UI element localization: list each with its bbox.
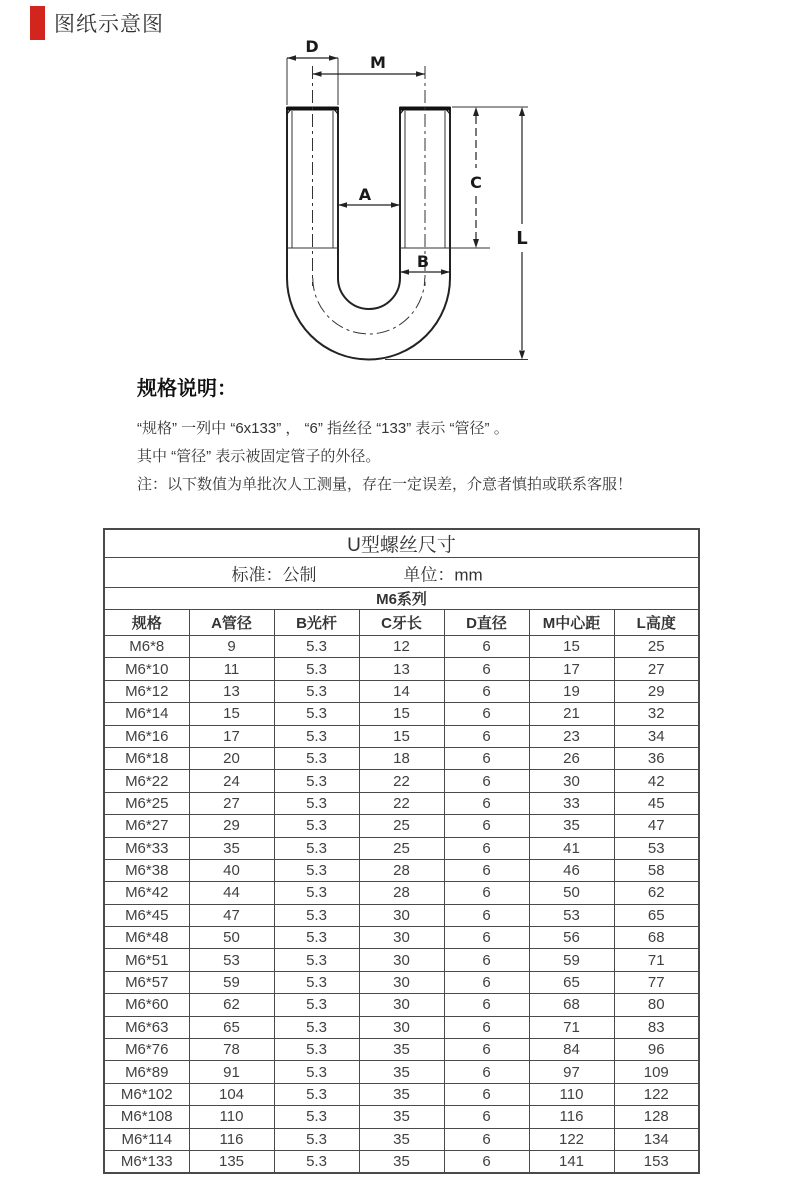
table-body [104,636,699,1173]
spec-cell: M6*8 [104,636,189,658]
spec-cell: M6*38 [104,859,189,881]
table-row [104,815,699,837]
ubolt-technical-drawing [250,28,540,378]
value-cell: 35 [359,1083,444,1105]
spec-cell: M6*45 [104,904,189,926]
value-cell: 6 [444,703,529,725]
dim-label-a: A [358,185,372,204]
table-row [104,725,699,747]
value-cell: 5.3 [274,837,359,859]
value-cell: 40 [189,859,274,881]
spec-cell: M6*60 [104,994,189,1016]
table-row [104,1128,699,1150]
value-cell: 5.3 [274,927,359,949]
value-cell: 5.3 [274,815,359,837]
value-cell: 14 [359,680,444,702]
value-cell: 19 [529,680,614,702]
value-cell: 30 [359,949,444,971]
value-cell: 35 [359,1061,444,1083]
value-cell: 128 [614,1106,699,1128]
spec-cell: M6*16 [104,725,189,747]
value-cell: 25 [614,636,699,658]
value-cell: 13 [189,680,274,702]
value-cell: 5.3 [274,703,359,725]
value-cell: 5.3 [274,1150,359,1172]
table-row [104,927,699,949]
value-cell: 23 [529,725,614,747]
value-cell: 32 [614,703,699,725]
value-cell: 68 [614,927,699,949]
spec-cell: M6*89 [104,1061,189,1083]
value-cell: 5.3 [274,904,359,926]
value-cell: 30 [529,770,614,792]
dim-label-c: C [470,173,482,192]
value-cell: 110 [529,1083,614,1105]
value-cell: 6 [444,1083,529,1105]
value-cell: 6 [444,1016,529,1038]
thread-lines [287,111,450,248]
dimension-arrows [287,55,528,359]
value-cell: 42 [614,770,699,792]
value-cell: 47 [614,815,699,837]
dimension-table [103,528,700,1174]
spec-cell: M6*102 [104,1083,189,1105]
table-row [104,859,699,881]
table-row [104,882,699,904]
value-cell: 5.3 [274,859,359,881]
value-cell: 59 [529,949,614,971]
spec-cell: M6*76 [104,1039,189,1061]
value-cell: 30 [359,994,444,1016]
value-cell: 29 [189,815,274,837]
value-cell: 22 [359,770,444,792]
spec-cell: M6*18 [104,747,189,769]
value-cell: 83 [614,1016,699,1038]
value-cell: 35 [189,837,274,859]
value-cell: 122 [614,1083,699,1105]
spec-cell: M6*14 [104,703,189,725]
value-cell: 35 [359,1128,444,1150]
value-cell: 15 [359,725,444,747]
spec-note [137,372,737,499]
value-cell: 6 [444,837,529,859]
value-cell: 5.3 [274,971,359,993]
value-cell: 18 [359,747,444,769]
value-cell: 84 [529,1039,614,1061]
value-cell: 44 [189,882,274,904]
spec-line-3: 注：以下数值为单批次人工测量，存在一定误差，介意者慎拍或联系客服！ [137,476,633,493]
value-cell: 91 [189,1061,274,1083]
section-heading [30,6,164,40]
table-title-row [104,529,699,558]
spec-cell: M6*114 [104,1128,189,1150]
value-cell: 6 [444,1039,529,1061]
spec-line-1: “规格” 一列中 “6x133” ， “6” 指丝径 “133” 表示 “管径” 。 [137,420,509,437]
value-cell: 5.3 [274,636,359,658]
value-cell: 21 [529,703,614,725]
value-cell: 6 [444,882,529,904]
standard-label: 标准：公制 [231,565,317,584]
value-cell: 50 [529,882,614,904]
value-cell: 12 [359,636,444,658]
value-cell: 25 [359,837,444,859]
value-cell: 104 [189,1083,274,1105]
spec-cell: M6*27 [104,815,189,837]
value-cell: 26 [529,747,614,769]
value-cell: 36 [614,747,699,769]
col-c: C牙长 [359,610,444,636]
value-cell: 65 [189,1016,274,1038]
table-row [104,1039,699,1061]
spec-cell: M6*22 [104,770,189,792]
value-cell: 6 [444,1106,529,1128]
value-cell: 20 [189,747,274,769]
value-cell: 6 [444,1150,529,1172]
value-cell: 13 [359,658,444,680]
value-cell: 53 [529,904,614,926]
value-cell: 5.3 [274,792,359,814]
value-cell: 58 [614,859,699,881]
value-cell: 59 [189,971,274,993]
spec-line-2: 其中 “管径” 表示被固定管子的外径。 [137,448,381,465]
value-cell: 15 [359,703,444,725]
table-title: U型螺丝尺寸 [104,529,699,558]
value-cell: 41 [529,837,614,859]
extension-lines [287,58,528,360]
value-cell: 116 [529,1106,614,1128]
value-cell: 35 [359,1150,444,1172]
value-cell: 30 [359,1016,444,1038]
table-row [104,658,699,680]
value-cell: 5.3 [274,949,359,971]
value-cell: 15 [189,703,274,725]
value-cell: 56 [529,927,614,949]
series-label: M6系列 [104,588,699,610]
value-cell: 11 [189,658,274,680]
value-cell: 50 [189,927,274,949]
value-cell: 6 [444,725,529,747]
table-row [104,747,699,769]
spec-cell: M6*42 [104,882,189,904]
table-row [104,994,699,1016]
table-meta-row [104,558,699,588]
value-cell: 78 [189,1039,274,1061]
value-cell: 34 [614,725,699,747]
value-cell: 116 [189,1128,274,1150]
value-cell: 6 [444,680,529,702]
spec-cell: M6*12 [104,680,189,702]
spec-cell: M6*48 [104,927,189,949]
table-row [104,770,699,792]
value-cell: 28 [359,882,444,904]
dim-label-d: D [305,37,319,56]
value-cell: 25 [359,815,444,837]
value-cell: 80 [614,994,699,1016]
value-cell: 28 [359,859,444,881]
value-cell: 96 [614,1039,699,1061]
value-cell: 24 [189,770,274,792]
table-row [104,1083,699,1105]
value-cell: 5.3 [274,770,359,792]
ubolt-outline [287,107,450,359]
value-cell: 97 [529,1061,614,1083]
value-cell: 110 [189,1106,274,1128]
spec-heading: 规格说明： [137,378,237,400]
table-header-row [104,610,699,636]
value-cell: 30 [359,904,444,926]
value-cell: 5.3 [274,882,359,904]
value-cell: 35 [529,815,614,837]
value-cell: 15 [529,636,614,658]
table-row [104,636,699,658]
value-cell: 17 [529,658,614,680]
spec-cell: M6*33 [104,837,189,859]
value-cell: 5.3 [274,1016,359,1038]
series-row [104,588,699,610]
value-cell: 6 [444,904,529,926]
value-cell: 5.3 [274,994,359,1016]
value-cell: 5.3 [274,1061,359,1083]
dim-label-b: B [416,252,430,271]
table-row [104,1106,699,1128]
col-l: L高度 [614,610,699,636]
table-row [104,949,699,971]
value-cell: 109 [614,1061,699,1083]
value-cell: 62 [189,994,274,1016]
value-cell: 5.3 [274,680,359,702]
value-cell: 46 [529,859,614,881]
value-cell: 6 [444,859,529,881]
value-cell: 35 [359,1039,444,1061]
col-b: B光杆 [274,610,359,636]
value-cell: 5.3 [274,1083,359,1105]
section-title: 图纸示意图 [54,13,164,36]
dim-label-l: L [516,228,528,249]
spec-cell: M6*25 [104,792,189,814]
unit-label: 单位：mm [403,565,483,584]
table-row [104,904,699,926]
ubolt-drawing-svg [250,28,540,378]
value-cell: 53 [189,949,274,971]
value-cell: 6 [444,971,529,993]
value-cell: 6 [444,994,529,1016]
spec-cell: M6*51 [104,949,189,971]
spec-cell: M6*108 [104,1106,189,1128]
value-cell: 30 [359,971,444,993]
col-spec: 规格 [104,610,189,636]
value-cell: 47 [189,904,274,926]
value-cell: 9 [189,636,274,658]
value-cell: 68 [529,994,614,1016]
value-cell: 135 [189,1150,274,1172]
value-cell: 27 [189,792,274,814]
value-cell: 6 [444,770,529,792]
dimension-table-wrap [103,528,700,1174]
table-row [104,837,699,859]
value-cell: 6 [444,927,529,949]
spec-cell: M6*133 [104,1150,189,1172]
value-cell: 22 [359,792,444,814]
col-a: A管径 [189,610,274,636]
value-cell: 27 [614,658,699,680]
value-cell: 29 [614,680,699,702]
table-row [104,792,699,814]
leg-top-caps [287,108,451,114]
value-cell: 5.3 [274,725,359,747]
value-cell: 6 [444,815,529,837]
value-cell: 141 [529,1150,614,1172]
value-cell: 17 [189,725,274,747]
value-cell: 122 [529,1128,614,1150]
value-cell: 6 [444,1061,529,1083]
value-cell: 35 [359,1106,444,1128]
value-cell: 5.3 [274,1039,359,1061]
value-cell: 6 [444,1128,529,1150]
value-cell: 5.3 [274,658,359,680]
value-cell: 6 [444,636,529,658]
value-cell: 71 [529,1016,614,1038]
col-m: M中心距 [529,610,614,636]
value-cell: 5.3 [274,1106,359,1128]
value-cell: 134 [614,1128,699,1150]
red-accent-bar [30,6,45,40]
spec-cell: M6*63 [104,1016,189,1038]
value-cell: 30 [359,927,444,949]
table-row [104,1061,699,1083]
table-row [104,1150,699,1172]
value-cell: 5.3 [274,747,359,769]
value-cell: 6 [444,658,529,680]
value-cell: 5.3 [274,1128,359,1150]
value-cell: 6 [444,747,529,769]
col-d: D直径 [444,610,529,636]
table-row [104,971,699,993]
value-cell: 71 [614,949,699,971]
value-cell: 153 [614,1150,699,1172]
spec-cell: M6*57 [104,971,189,993]
value-cell: 62 [614,882,699,904]
value-cell: 33 [529,792,614,814]
dim-label-m: M [370,53,386,72]
value-cell: 45 [614,792,699,814]
value-cell: 65 [529,971,614,993]
table-row [104,680,699,702]
value-cell: 77 [614,971,699,993]
value-cell: 53 [614,837,699,859]
value-cell: 65 [614,904,699,926]
value-cell: 6 [444,792,529,814]
table-row [104,703,699,725]
value-cell: 6 [444,949,529,971]
spec-cell: M6*10 [104,658,189,680]
table-row [104,1016,699,1038]
